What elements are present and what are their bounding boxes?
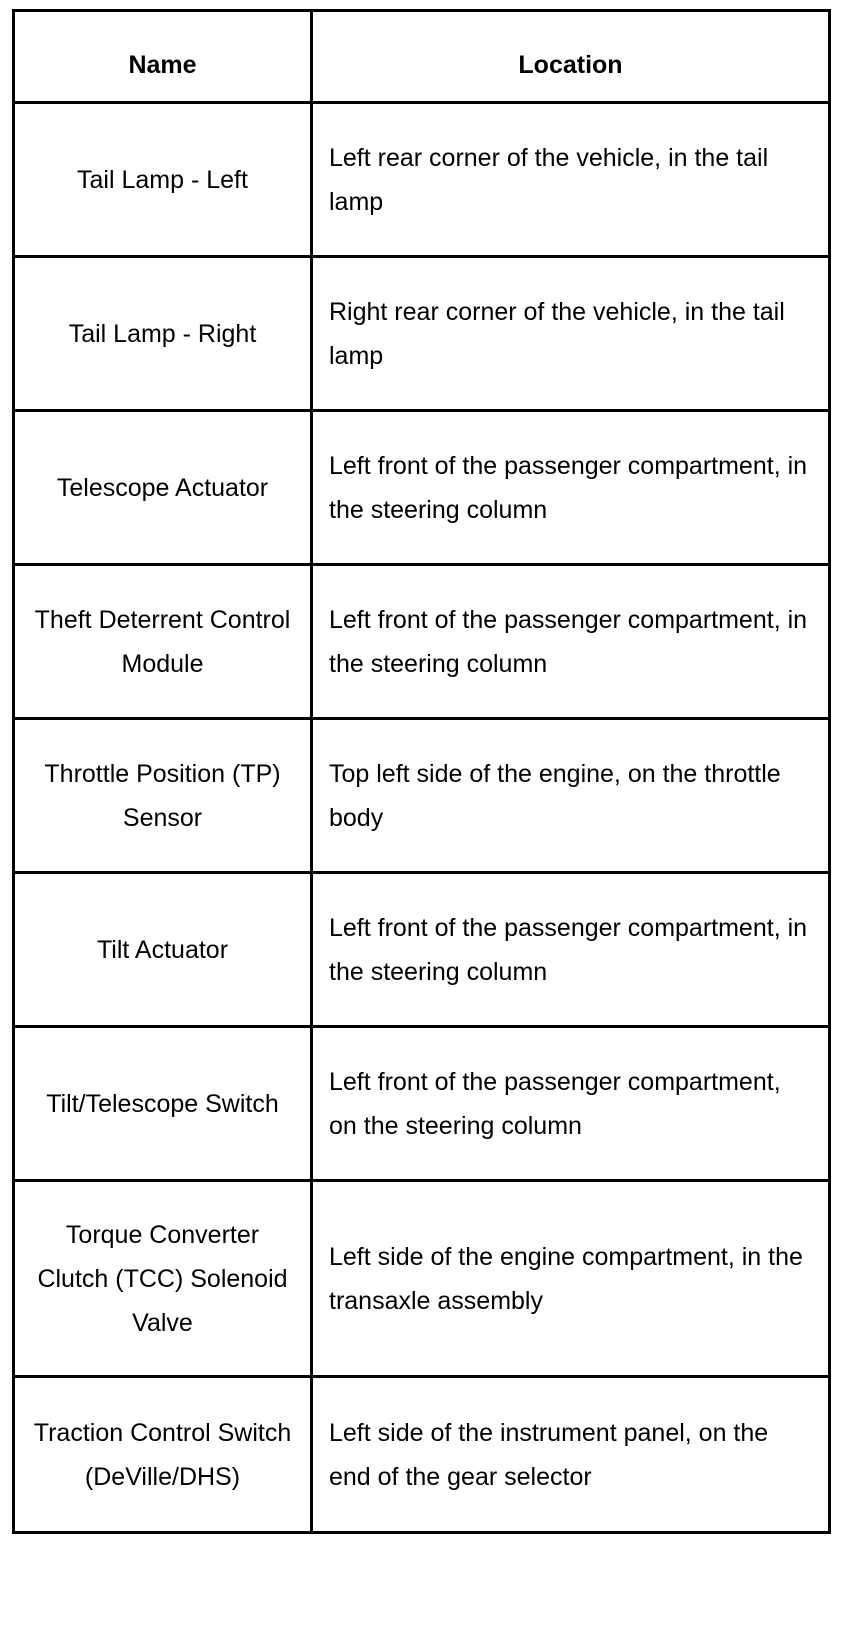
component-location-cell: Left front of the passenger compartment, in the steering column <box>312 873 830 1027</box>
component-name-cell: Theft Deterrent Control Module <box>14 565 312 719</box>
table-row <box>14 873 830 1027</box>
component-name-cell: Tilt Actuator <box>14 873 312 1027</box>
component-location-cell: Left front of the passenger compartment, in the steering column <box>312 565 830 719</box>
name-column-header: Name <box>14 11 312 103</box>
component-location-cell: Left rear corner of the vehicle, in the tail lamp <box>312 103 830 257</box>
component-location-cell: Right rear corner of the vehicle, in the tail lamp <box>312 257 830 411</box>
component-name-cell: Traction Control Switch (DeVille/DHS) <box>14 1377 312 1533</box>
table-row <box>14 1027 830 1181</box>
component-name-cell: Torque Converter Clutch (TCC) Solenoid Valve <box>14 1181 312 1377</box>
component-location-cell: Left side of the engine compartment, in the transaxle assembly <box>312 1181 830 1377</box>
table-row <box>14 565 830 719</box>
component-name-cell: Tilt/Telescope Switch <box>14 1027 312 1181</box>
table-header-row <box>14 11 830 103</box>
table-row <box>14 103 830 257</box>
location-column-header: Location <box>312 11 830 103</box>
component-location-cell: Left front of the passenger compartment, in the steering column <box>312 411 830 565</box>
component-location-cell: Left front of the passenger compartment, on the steering column <box>312 1027 830 1181</box>
table-row <box>14 257 830 411</box>
table-row <box>14 1181 830 1377</box>
table-row <box>14 1377 830 1533</box>
table-row <box>14 411 830 565</box>
component-name-cell: Tail Lamp - Right <box>14 257 312 411</box>
component-name-cell: Telescope Actuator <box>14 411 312 565</box>
component-name-cell: Throttle Position (TP) Sensor <box>14 719 312 873</box>
component-location-cell: Left side of the instrument panel, on the end of the gear selector <box>312 1377 830 1533</box>
component-name-cell: Tail Lamp - Left <box>14 103 312 257</box>
component-location-cell: Top left side of the engine, on the throttle body <box>312 719 830 873</box>
table-row <box>14 719 830 873</box>
component-location-table <box>12 9 831 1534</box>
